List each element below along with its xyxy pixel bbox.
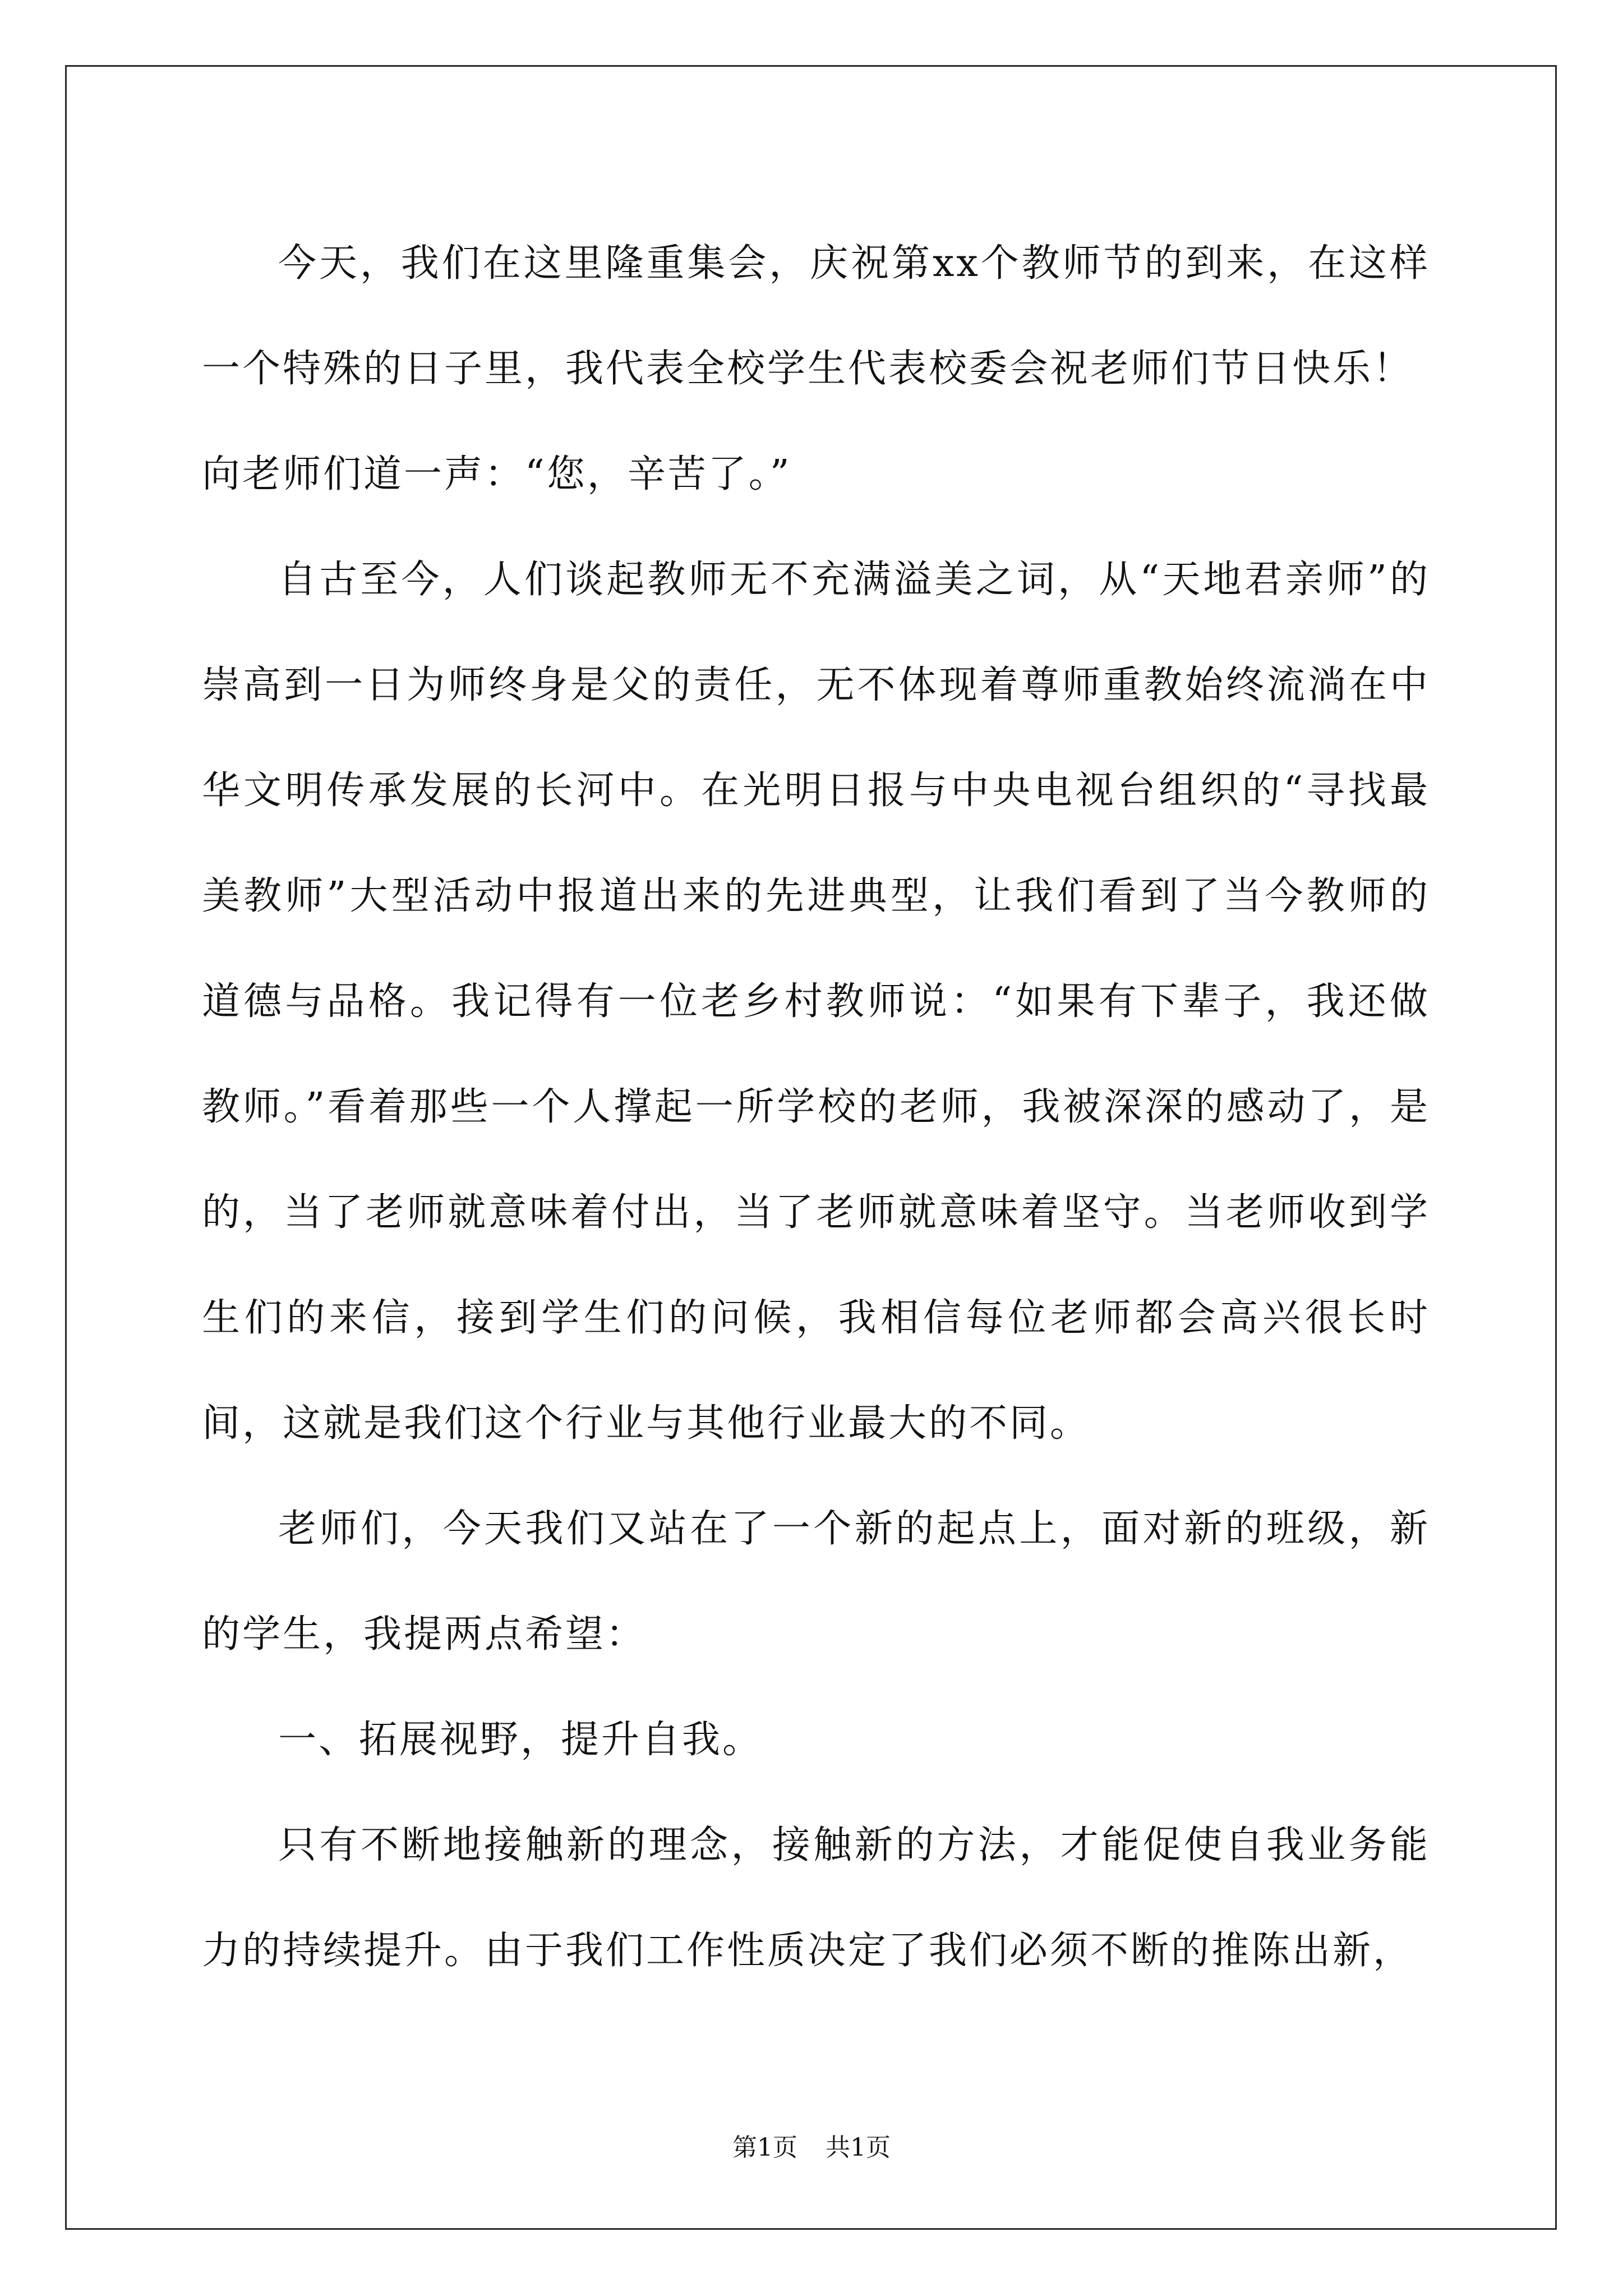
paragraph-continuous-learning: 只有不断地接触新的理念，接触新的方法，才能促使自我业务能力的持续提升。由于我们工作性质决定了我们必须不断的推陈出新，: [202, 1823, 1430, 1973]
paragraph-thanks: 向老师们道一声：“您，辛苦了。”: [202, 452, 792, 496]
page-footer: [0, 2127, 1623, 2163]
page-number: 第1页: [732, 2133, 797, 2162]
paragraph-history: 自古至今，人们谈起教师无不充满溢美之词，从“天地君亲师”的崇高到一日为师终身是父的责任，无不体现着尊师重教始终流淌在中华文明传承发展的长河中。在光明日报与中央电视台组织的“寻找最美教师”大型活动中报道出来的先进典型，让我们看到了当今教师的道德与品格。我记得有一位老乡村教师说：“如果有下辈子，我还做教师。”看着那些一个人撑起一所学校的老师，我被深深的感动了，是的，当了老师就意味着付出，当了老师就意味着坚守。当老师收到学生们的来信，接到学生们的问候，我相信每位老师都会高兴很长时间，这就是我们这个行业与其他行业最大的不同。: [202, 558, 1430, 1446]
paragraph-greeting: 今天，我们在这里隆重集会，庆祝第xx个教师节的到来，在这样一个特殊的日子里，我代表全校学生代表校委会祝老师们节日快乐！: [202, 241, 1430, 391]
page-total: 共1页: [826, 2133, 891, 2162]
paragraph-point-one: 一、拓展视野，提升自我。: [278, 1718, 763, 1762]
paragraph-new-start: 老师们，今天我们又站在了一个新的起点上，面对新的班级，新的学生，我提两点希望：: [202, 1507, 1430, 1657]
document-body: [202, 211, 1430, 2004]
